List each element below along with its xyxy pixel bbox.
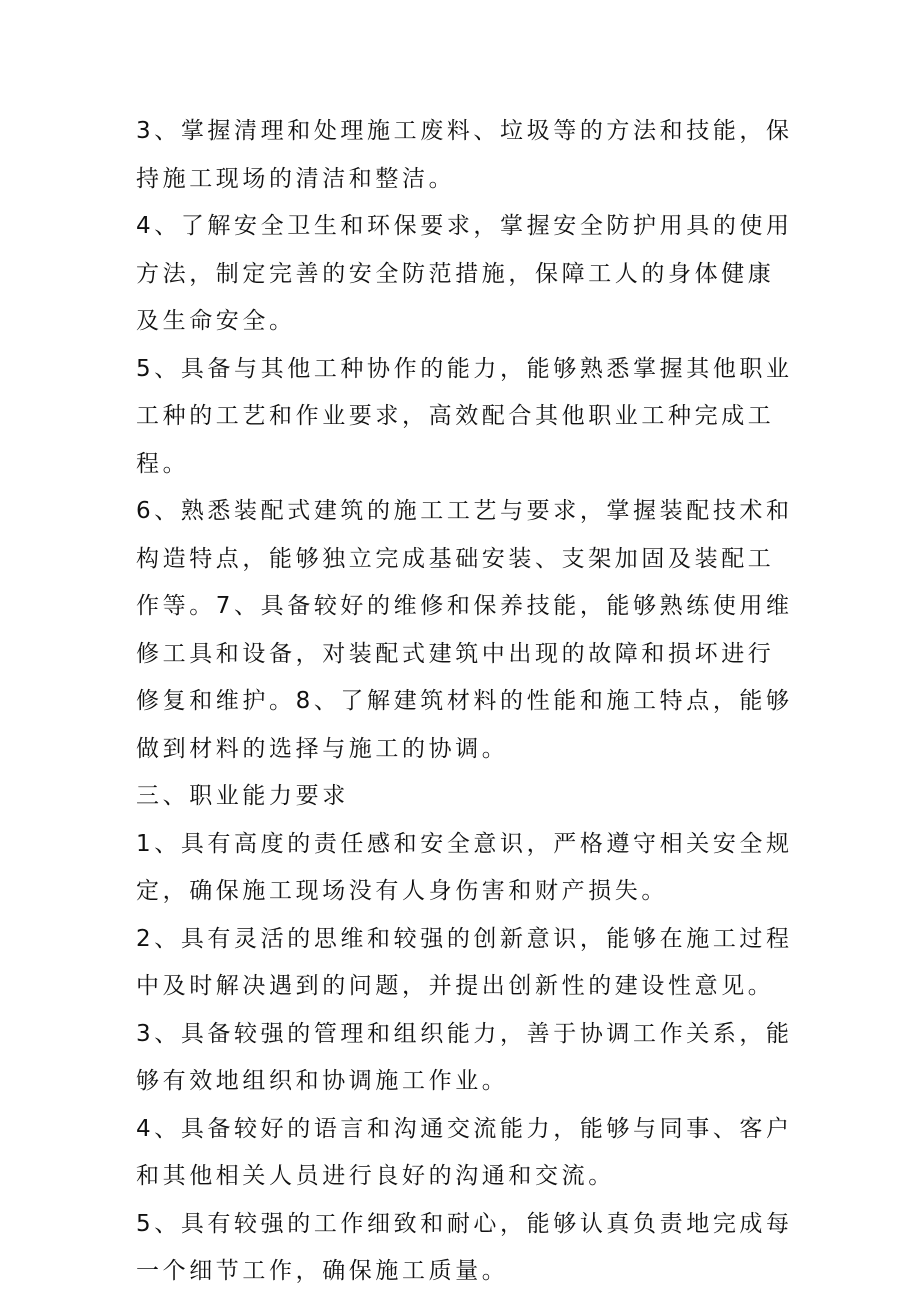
paragraph-item-6-assembly: 6、熟悉装配式建筑的施工工艺与要求，掌握装配技术和构造特点，能够独立完成基础安装、支架加固及装配工作等。7、具备较好的维修和保养技能，能够熟练使用维修工具和设备，对装配式建筑中出现的故障和损坏进行修复和维护。8、了解建筑材料的性能和施工特点，能够做到材料的选择与施工的协调。 <box>136 498 793 762</box>
section-heading: 三、职业能力要求 <box>136 783 349 809</box>
paragraph-item-3-waste: 3、掌握清理和处理施工废料、垃圾等的方法和技能，保持施工现场的清洁和整洁。 <box>136 118 793 192</box>
paragraph-item-3-management: 3、具备较强的管理和组织能力，善于协调工作关系，能够有效地组织和协调施工作业。 <box>136 1020 793 1094</box>
paragraph-item-5-diligence: 5、具有较强的工作细致和耐心，能够认真负责地完成每一个细节工作，确保施工质量。 <box>136 1210 793 1284</box>
paragraph-item-2-innovation: 2、具有灵活的思维和较强的创新意识，能够在施工过程中及时解决遇到的问题，并提出创新性的建设性意见。 <box>136 925 793 999</box>
paragraph-item-1-responsibility: 1、具有高度的责任感和安全意识，严格遵守相关安全规定，确保施工现场没有人身伤害和财产损失。 <box>136 830 793 904</box>
paragraph-item-5-cooperation: 5、具备与其他工种协作的能力，能够熟悉掌握其他职业工种的工艺和作业要求，高效配合其他职业工种完成工程。 <box>136 355 793 477</box>
paragraph-item-4-communication: 4、具备较好的语言和沟通交流能力，能够与同事、客户和其他相关人员进行良好的沟通和交流。 <box>136 1115 793 1189</box>
paragraph-item-4-safety: 4、了解安全卫生和环保要求，掌握安全防护用具的使用方法，制定完善的安全防范措施，保障工人的身体健康及生命安全。 <box>136 213 793 334</box>
document-body <box>136 108 796 1296</box>
